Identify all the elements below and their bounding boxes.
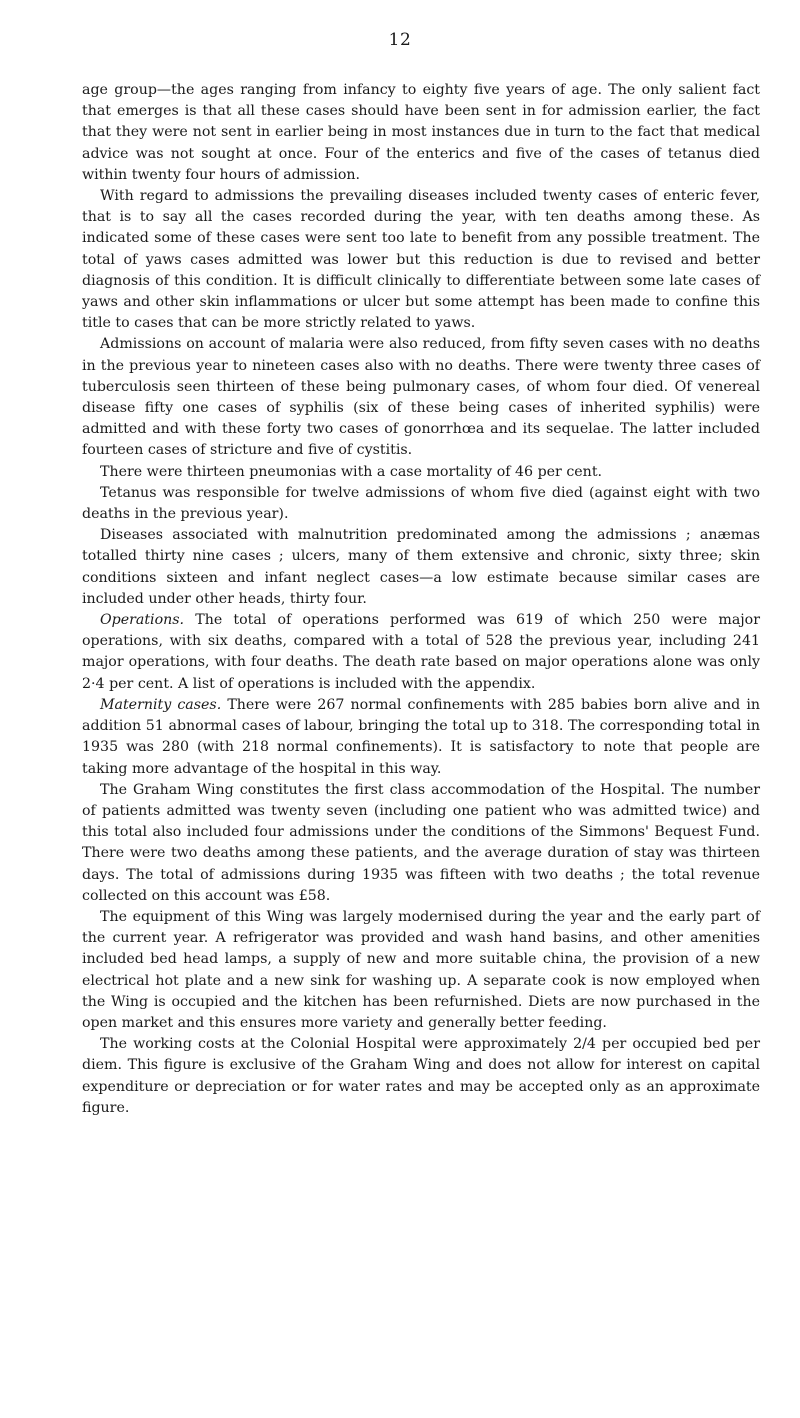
paragraph-graham-wing: [82, 780, 760, 907]
paragraph-text: Diseases associated with malnutrition predominated among the admissions ; anæmas totalled thirty nine cases ; ulcers, many of them extensive and chronic, sixty three; skin conditions sixteen and infant neglect cases—a low estimate because similar cases are included under other heads, thirty four.: [82, 527, 760, 607]
paragraph-equipment: [82, 907, 760, 1034]
paragraph-text: The working costs at the Colonial Hospital were approximately 2/4 per occupied bed per diem. This figure is exclusive of the Graham Wing and does not allow for interest on capital expenditure or depreciation or for water rates and may be accepted only as an approximate figure.: [82, 1036, 760, 1116]
paragraph-text: The equipment of this Wing was largely modernised during the year and the early part of the current year. A refrigerator was provided and wash hand basins, and other amenities included bed head lamps, a supply of new and more suitable china, the provision of a new electrical hot plate and a new sink for washing up. A separate cook is now employed when the Wing is occupied and the kitchen has been refurnished. Diets are now purchased in the open market and this ensures more variety and generally better feeding.: [82, 908, 760, 1031]
paragraph-maternity: [82, 695, 760, 780]
paragraph-text: The Graham Wing constitutes the first class accommodation of the Hospital. The number of patients admitted was twenty seven (including one patient who was admitted twice) and this total also included four admissions under the conditions of the Simmons' Bequest Fund. There were two deaths among these patients, and the average duration of stay was thirteen days. The total of admissions during 1935 was fifteen with two deaths ; the total revenue collected on this account was £58.: [82, 781, 760, 904]
paragraph-malaria: [82, 334, 760, 461]
paragraph-pneumonias: [82, 462, 760, 483]
paragraph-admissions: [82, 186, 760, 334]
body-text: [82, 80, 760, 1119]
paragraph-text: There were thirteen pneumonias with a case mortality of 46 per cent.: [100, 463, 603, 480]
paragraph-text: Admissions on account of malaria were also reduced, from fifty seven cases with no deaths in the previous year to nineteen cases also with no deaths. There were twenty three cases of tuberculosis seen thirteen of these being pulmonary cases, of whom four died. Of venereal disease fifty one cases of syphilis (six of these being cases of inherited syphilis) were admitted and with these forty two cases of gonorrhœa and its sequelae. The latter included fourteen cases of stricture and five of cystitis.: [82, 336, 760, 459]
paragraph-text: age group—the ages ranging from infancy to eighty five years of age. The only salient fact that emerges is that all these cases should have been sent in for admission earlier, the fact that they were not sent in earlier being in most instances due in turn to the fact that medical advice was not sought at once. Four of the enterics and five of the cases of tetanus died within twenty four hours of admission.: [82, 82, 760, 183]
paragraph-text: With regard to admissions the prevailing diseases included twenty cases of enteric fever, that is to say all the cases recorded during the year, with ten deaths among these. As indicated some of these cases were sent too late to benefit from any possible treatment. The total of yaws cases admitted was lower but this reduction is due to revised and better diagnosis of this condition. It is difficult clinically to differentiate between some late cases of yaws and other skin inflammations or ulcer but some attempt has been made to confine this title to cases that can be more strictly related to yaws.: [82, 188, 760, 332]
paragraph-text: The total of operations performed was 619 of which 250 were major operations, with six deaths, compared with a total of 528 the previous year, including 241 major operations, with four deaths. The death rate based on major operations alone was only 2·4 per cent. A list of operations is included with the appendix.: [82, 612, 761, 692]
page-number: 12: [388, 30, 412, 50]
paragraph-working-costs: [82, 1034, 760, 1119]
paragraph-age-group: [82, 80, 760, 186]
paragraph-text: Tetanus was responsible for twelve admissions of whom five died (against eight with two deaths in the previous year).: [82, 484, 760, 523]
paragraph-text: There were 267 normal confinements with 285 babies born alive and in addition 51 abnormal cases of labour, bringing the total up to 318. The corresponding total in 1935 was 280 (with 218 normal confinements). It is satisfactory to note that people are taking more advantage of the hospital in this way.: [82, 696, 761, 777]
paragraph-tetanus: [82, 483, 760, 525]
paragraph-lead-in: Maternity cases.: [100, 696, 222, 713]
paragraph-operations: [82, 610, 760, 695]
paragraph-lead-in: Operations.: [100, 612, 185, 629]
paragraph-malnutrition: [82, 525, 760, 610]
